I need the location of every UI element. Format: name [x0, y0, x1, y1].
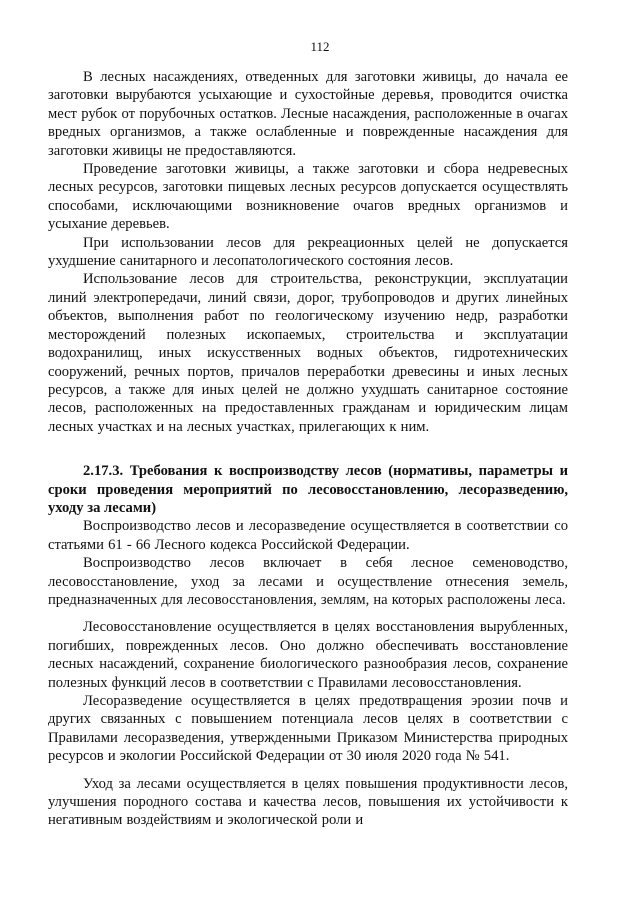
document-body	[48, 68, 568, 830]
page-number: 112	[310, 39, 330, 54]
paragraph-non-timber-resources: Проведение заготовки живицы, а также заготовки и сбора недревесных лесных ресурсов, заготовки пищевых лесных ресурсов допускается осуществлять способами, исключающими возникновение очагов вредных организмов и усыхание деревьев.	[48, 161, 568, 233]
paragraph-forest-care-goals: Уход за лесами осуществляется в целях повышения продуктивности лесов, улучшения породного состава и качества лесов, повышения их устойчивости к негативным воздействиям и экологической роли и	[48, 775, 568, 829]
paragraph-afforestation-goals: Лесоразведение осуществляется в целях предотвращения эрозии почв и других связанных с повышением потенциала лесов целях в соответствии с Правилами лесоразведения, утвержденными Приказом Министерства природных ресурсов и экологии Российской Федерации от 30 июля 2020 года № 541.	[48, 693, 568, 765]
paragraph-reproduction-components: Воспроизводство лесов включает в себя лесное семеноводство, лесовосстановление, уход за лесами и осуществление отнесения земель, предназначенных для лесовосстановления, землям, на которых расположены леса.	[48, 555, 568, 608]
paragraph-recreational-use: При использовании лесов для рекреационных целей не допускается ухудшение санитарного и лесопатологического состояния лесов.	[48, 234, 568, 270]
paragraph-reproduction-legal-basis: Воспроизводство лесов и лесоразведение осуществляется в соответствии со статьями 61 - 66 Лесного кодекса Российской Федерации.	[48, 518, 568, 553]
paragraph-linear-objects-use: Использование лесов для строительства, реконструкции, эксплуатации линий электропередачи, линий связи, дорог, трубопроводов и других линейных объектов, выполнения работ по геологическому изучению недр, разработки месторождений полезных ископаемых, строительства и эксплуатации водохранилищ, иных искусственных водных объектов, гидротехнических сооружений, речных портов, причалов переработки древесины и иных лесных ресурсов, а также для иных целей не должно ухудшать санитарное состояние лесов, расположенных на предоставленных гражданам и юридическим лицам лесных участках и на лесных участках, прилегающих к ним.	[48, 271, 568, 435]
paragraph-resin-harvest-clearing: В лесных насаждениях, отведенных для заготовки живицы, до начала ее заготовки вырубаются усыхающие и сухостойные деревья, проводится очистка мест рубок от порубочных остатков. Лесные насаждения, расположенные в очагах вредных организмов, а также ослабленные и поврежденные насаждения для заготовки живицы не предоставляются.	[48, 69, 568, 159]
paragraph-reforestation-goals: Лесовосстановление осуществляется в целях восстановления вырубленных, погибших, поврежденных лесов. Оно должно обеспечивать восстановление лесных насаждений, сохранение биологического разнообразия лесов, сохранение полезных функций лесов в соответствии с Правилами лесовосстановления.	[48, 619, 568, 691]
section-heading-reforestation-requirements: 2.17.3. Требования к воспроизводству лесов (нормативы, параметры и сроки проведения мероприятий по лесовосстановлению, лесоразведению, уходу за лесами)	[48, 463, 568, 516]
